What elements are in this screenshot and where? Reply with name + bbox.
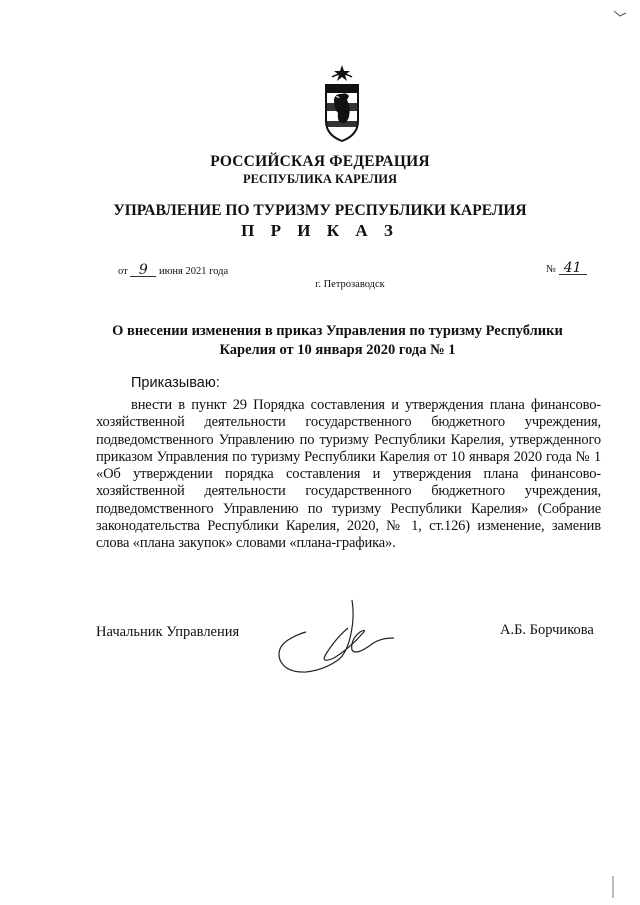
order-number: [546, 262, 587, 275]
city-line: г. Петрозаводск: [315, 279, 385, 290]
order-directive: Приказываю:: [131, 375, 220, 391]
coat-of-arms-emblem: [322, 63, 362, 143]
scan-mark-side: [610, 876, 616, 898]
date-day: 9: [130, 264, 156, 277]
order-body: внести в пункт 29 Порядка составления и утверждения плана финансово-хозяйственной деятельности государственного бюджетного учреждения, подведомственного Управлению по туризму Республики Карелия, утвержденного приказом Управления по туризму Республики Карелия от 10 января 2020 года № 1 «Об утверждении порядка составления и утверждения плана финансово-хозяйственной деятельности государственного бюджетного учреждения, подведомственного Управлению по туризму Республики Карелия» (Собрание законодательства Республики Карелия, 2020, № 1, ст.126) изменение, заменив слова «плана закупок» словами «плана-графика».: [96, 397, 601, 552]
signatory-name: А.Б. Борчикова: [500, 622, 594, 638]
date-rest: июня 2021 года: [158, 266, 229, 277]
order-subject: О внесении изменения в приказ Управления по туризму Республики Карелия от 10 января 2020 года № 1: [112, 323, 563, 358]
signatory-position: Начальник Управления: [96, 624, 240, 640]
number-value: 41: [559, 262, 587, 275]
document-type-heading: П Р И К А З: [241, 221, 399, 240]
republic-heading: РЕСПУБЛИКА КАРЕЛИЯ: [242, 172, 398, 186]
country-heading: РОССИЙСКАЯ ФЕДЕРАЦИЯ: [210, 153, 430, 170]
scan-mark: [613, 10, 627, 20]
number-prefix: №: [546, 264, 557, 275]
date-prefix: от: [118, 266, 128, 277]
agency-heading: УПРАВЛЕНИЕ ПО ТУРИЗМУ РЕСПУБЛИКИ КАРЕЛИЯ: [113, 202, 527, 219]
handwritten-signature: [276, 598, 396, 678]
order-date: [118, 264, 228, 277]
